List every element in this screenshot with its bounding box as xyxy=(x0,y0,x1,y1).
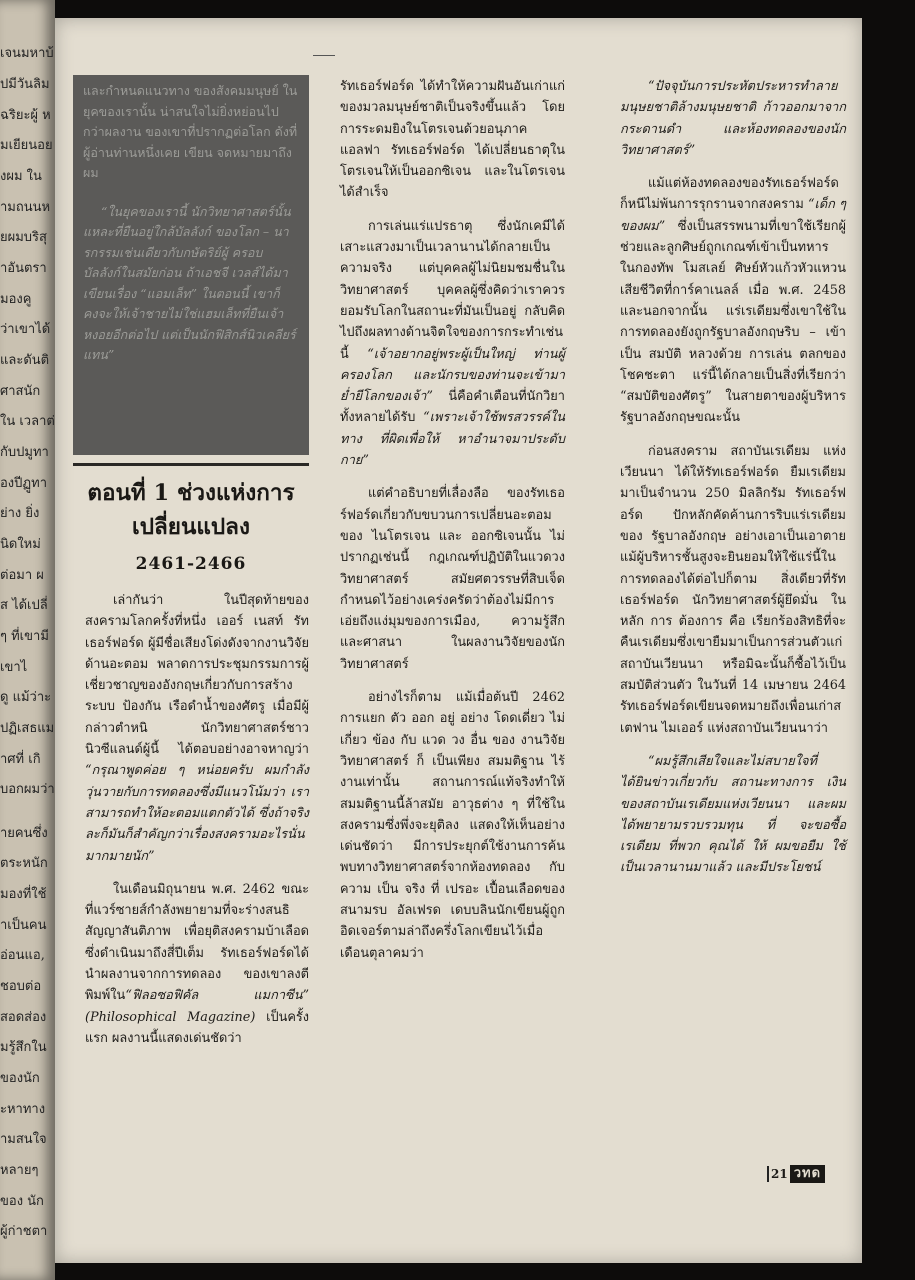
facing-page-line: ส ได้เปลี่ xyxy=(0,598,48,613)
column-3 xyxy=(620,76,846,879)
magazine-logo: วทด xyxy=(790,1165,825,1183)
headline-line-1: ตอนที่ 1 ช่วงแห่งการ xyxy=(87,480,295,506)
facing-page-line: ปฏิเสธแม xyxy=(0,721,55,736)
facing-page-line: ใน เวลาต่ xyxy=(0,414,55,429)
paragraph-text: นี่คือคำเตือนที่นักวิยาทั้งหลายได้รับ xyxy=(340,389,565,426)
facing-page-line: ย่าง ยิ่ง xyxy=(0,506,40,521)
paragraph-text: แม้แต่ห้องทดลองของรัทเธอร์ฟอร์ด ก็หนีไม่พ้นการรุกรานจากสงคราม xyxy=(620,176,839,213)
facing-page-line: ะหาทาง xyxy=(0,1102,46,1117)
facing-page-line: กับปมูทา xyxy=(0,445,49,460)
facing-page-line: ชอบต่อ xyxy=(0,979,42,994)
facing-page-line: เจนมหาบ้ xyxy=(0,46,54,61)
magazine-title: “ฟิลอซอฟิคัล แมกาซีน” xyxy=(125,988,309,1004)
paragraph-text: การเล่นแร่แปรธาตุ ซึ่งนักเคมีได้เสาะแสวงมาเป็นเวลานานได้กลายเป็นความจริง แต่บุคคลผู้ไม่นิยมชมชื่นในวิทยาศาสตร์ บุคคลผู้ซึ่งคิดว่าเราควรยอมรับโลกในสถานะที่มันเป็นอยู่ กลับคิดไปถึงผลทางด้านจิตใจของการกระทำเช่นนี้ xyxy=(340,218,565,362)
facing-page-line: าเป็นคน xyxy=(0,918,47,933)
magazine-title-en: (Philosophical Magazine) xyxy=(85,1009,256,1025)
facing-page-line: ต่อมา ผ xyxy=(0,568,44,583)
facing-page-line: องปีฏูทา xyxy=(0,476,48,491)
my-boys-quote: “เด็ก ๆ ของผม” xyxy=(620,197,846,234)
facing-page-line: ฉริยะผู้ ห xyxy=(0,108,51,123)
facing-page-line: บอกผมว่า xyxy=(0,782,55,797)
paragraph: อย่างไรก็ตาม แม้เมื่อต้นปี 2462 การแยก ตัว ออก อยู่ อย่าง โดดเดี่ยว ไม่เกี่ยว ข้อง กับ แวด วง อื่น ของ งานวิจัยวิทยาศาสตร์ ก็ เป็นเพียง สมมติฐาน ไร้งานเท่านั้น สถานการณ์แท้จริงทำให้สมมติฐานนี้ล้าสมัย อาวุธต่าง ๆ ที่ใช้ในสงครามซึ่งพึ่งจะยุติลง แสดงให้เห็นอย่างเด่นชัดว่า มีการประยุกต์ใช้งานการค้นพบทางวิทยาศาสตร์จากห้องทดลอง กับ ความ เป็น จริง ที่ เปรอะ เปื้อนเลือดของสนามรบ อัลเฟรด เดบบลินนักเขียนผู้ถูกอิดเจอร์ตามล่าถึงครึ่งโลกเขียนไว้เมื่อเดือนตุลาคมว่า xyxy=(340,690,565,961)
facing-page-line: ๆ ที่เขามี xyxy=(0,629,49,644)
column-2 xyxy=(340,76,565,964)
facing-page-line: ของ นัก xyxy=(0,1194,44,1209)
facing-page-line: ศาสนัก xyxy=(0,384,41,399)
doeblin-quote: “ปัจจุบันการประหัตประหารทำลายมนุษยชาติล้างมนุษยชาติ ก้าวออกมาจากกระดานดำ และห้องทดลองของนักวิทยาศาสตร์” xyxy=(620,79,846,158)
facing-page-line: าอันตรา xyxy=(0,261,47,276)
pull-quote-text: “ในยุคของเรานี้ นักวิทยาศาสตร์นั้นแหละที่ยืนอยู่ใกล้บัลลังก์ ของโลก – นารกรรมเช่นเดียวกับกษัตริย์ผู้ ครอบบัลลังก์ในสมัยก่อน ถ้าเอชจี เวลส์ได้มาเขียนเรื่อง “แอมเล็ท” ในตอนนี้ เขาก็คงจะให้เจ้าชายไม่ใช่แฮมเล็ทที่ยืนเจ้าหงอยอีกต่อไป แต่เป็นนักฟิสิกส์นิวเคลียร์แทน” xyxy=(83,203,296,362)
column-1 xyxy=(85,590,309,1049)
chapter-headline xyxy=(73,476,309,544)
facing-page-line: ของนัก xyxy=(0,1071,40,1086)
pull-quote-box xyxy=(73,75,309,455)
page-number: 21 xyxy=(771,1167,788,1181)
facing-page-line: เขาไ xyxy=(0,660,28,675)
facing-page-line: ายคนซึ่ง xyxy=(0,826,48,841)
pull-quote-intro: และกำหนดแนวทาง ของสังคมมนุษย์ ในยุคของเรานั้น น่าสนใจไม่ยิ่งหย่อนไปกว่าผลงาน ของเขาที่ปรากฏต่อโลก ดังที่ผู้อ่านท่านหนึ่งเคย เขียน จดหมายมาถึงผม xyxy=(83,83,298,180)
letter-quote: “ผมรู้สึกเสียใจและไม่สบายใจที่ได้ยินข่าวเกี่ยวกับ สถานะทางการ เงินของสถาบันเรเดียมแห่งเวียนนา และผมได้พยายามรวบรวมทุน ที่ จะขอซื้อเรเดียม ที่พวก คุณได้ ให้ ผมขอยืม ใช้เป็นเวลานานมาแล้ว และมีประโยชน์ xyxy=(620,753,846,876)
facing-page-line: ว่าเขาได้ xyxy=(0,322,51,337)
facing-page-line: มรู้สึกใน xyxy=(0,1040,47,1055)
paragraph-text: เล่ากันว่า ในปีสุดท้ายของสงครามโลกครั้งที่หนึ่ง เออร์ เนสท์ รัทเธอร์ฟอร์ด ผู้มีชื่อเสียงโด่งดังจากงานวิจัยด้านอะตอม พลาดการประชุมกรรมการผู้เชี่ยวชาญของอังกฤษเกี่ยวกับการสร้าง ระบบ ป้องกัน เรือดำน้ำของศัตรู เมื่อมีผู้กล่าวตำหนิ นักวิทยาศาสตร์ชาวนิวซีแลนด์ผู้นี้ ได้ตอบอย่างอาจหาญว่า xyxy=(85,593,309,758)
facing-page-line: ามสนใจ xyxy=(0,1132,47,1147)
previous-page-edge xyxy=(0,0,55,1280)
warning-quote-2: “เพราะเจ้าใช้พรสวรรค์ในทาง ที่ผิดเพื่อให้ หาอำนาจมาประดับกาย” xyxy=(340,410,565,469)
facing-page-line: ผู้ก่าชตา xyxy=(0,1224,48,1239)
facing-page-line: อ่อนแอ, xyxy=(0,948,45,963)
facing-page-line: ตระหนัก xyxy=(0,856,48,871)
paragraph-text: ซึ่งเป็นสรรพนามที่เขาใช้เรียกผู้ช่วยและลูกศิษย์ถูกเกณฑ์เข้าเป็นทหาร ในกองทัพ โมสเลย์ ศิษย์หัวแก้วหัวแหวน เสียชีวิตที่การ์คาเนลล์ เมื่อ พ.ศ. 2458 และนอกจากนั้น แร่เรเดียมซึ่งเขาใช้ในการทดลองยังถูกรัฐบาลอังกฤษริบ – เข้าเป็น สมบัติ หลวงด้วย การเล่น ตลกของโชคชะตา แร่นี้ได้กลายเป็นสิ่งที่เรียกว่า “สมบัติของศัตรู” ในสายตาของผู้บริหารรัฐบาลอังกฤษขณะนั้น xyxy=(620,218,846,426)
divider-bar xyxy=(767,1166,769,1182)
paragraph: ก่อนสงคราม สถาบันเรเดียม แห่งเวียนนา ได้ให้รัทเธอร์ฟอร์ด ยืมเรเดียมมาเป็นจำนวน 250 มิลลิกรัม รัทเธอร์ฟอร์ด ปักหลักคัดค้านการริบแร่เรเดียม ของ รัฐบาลอังกฤษ อย่างเอาเป็นเอาตาย แม้ผู้บริหารชั้นสูงจะยินยอมให้ใช้แร่นี้ในการทดลองได้ต่อไปก็ตาม สิ่งเดียวที่รัทเธอร์ฟอร์ด นักวิทยาศาสตร์ผู้ยึดมั่น ใน หลัก การ ต้องการ คือ เรียกร้องสิทธิที่จะคืนเรเดียมซึ่งเขายืมมาเป็นการส่วนตัวแก่สถาบันเวียนนา หรือมิฉะนั้นก็ซื้อไว้เป็นสมบัติส่วนตัว ในวันที่ 14 เมษายน 2464 รัทเธอร์ฟอร์ดเขียนจดหมายถึงเพื่อนเก่าสเตฟาน ไมเออร์ แห่งสถาบันเวียนนาว่า xyxy=(620,443,846,736)
facing-page-line: มเยียนอย xyxy=(0,138,53,153)
chapter-years: 2461-2466 xyxy=(135,554,247,574)
page-number-badge xyxy=(767,1164,825,1184)
facing-page-line: ามถนนห xyxy=(0,200,51,215)
facing-page-line: และดันติ xyxy=(0,353,50,368)
top-dash xyxy=(313,55,335,56)
magazine-page xyxy=(55,18,862,1263)
paragraph: รัทเธอร์ฟอร์ด ได้ทำให้ความฝันอันเก่าแก่ของมวลมนุษย์ชาติเป็นจริงขึ้นแล้ว โดยการระดมยิงในโตรเจนด้วยอนุภาคแอลฟา รัทเธอร์ฟอร์ด ได้เปลี่ยนธาตุในโตรเจนให้เป็นออกซิเจน และในโตรเจนได้สำเร็จ xyxy=(340,79,565,201)
facing-page-line: ปมีวันลิม xyxy=(0,77,50,92)
facing-page-line: หลายๆ xyxy=(0,1163,39,1178)
paragraph xyxy=(85,590,309,867)
paragraph-text: เป็นครั้งแรก ผลงานนี้แสดงเด่นชัดว่า xyxy=(85,1009,309,1046)
facing-page-line: สอดส่อง xyxy=(0,1010,47,1025)
headline-line-2: เปลี่ยนแปลง xyxy=(132,514,250,540)
paragraph-text: ในเดือนมิถุนายน พ.ศ. 2462 ขณะที่แวร์ซายส์กำลังพยายามที่จะร่างสนธิสัญญาสันติภาพ เพื่อยุติสงครามบ้าเลือดซึ่งดำเนินมาถึงสี่ปีเต็ม รัทเธอร์ฟอร์ดได้นำผลงานจากการทดลอง ของเขาลงตีพิมพ์ใน xyxy=(85,881,309,1004)
rutherford-quote: “กรุณาพูดค่อย ๆ หน่อยครับ ผมกำลังวุ่นวายกับการทดลองซึ่งมีแนวโน้มว่า เราสามารถทำให้อะตอมแตกตัวได้ ซึ่งถ้าจริงละก็มันก็สำคัญกว่าเรื่องสงครามอะไรนั่นมากมายนัก” xyxy=(85,763,309,864)
facing-page-line: มองคู xyxy=(0,292,32,307)
facing-page-line: ยผมบริสุ xyxy=(0,230,47,245)
facing-page-line: งผม ใน xyxy=(0,169,42,184)
paragraph: แต่คำอธิบายที่เลื่องลือ ของรัทเธอร์ฟอร์ดเกี่ยวกับขบวนการเปลี่ยนอะตอม ของ ไนโตรเจน และ ออกซิเจนนั้น ไม่ปรากฏเช่นนี้ กฎเกณฑ์ปฏิบัติในแวดวงวิทยาศาสตร์ สมัยศตวรรษที่สิบเจ็ด กำหนดไว้อย่างเคร่งครัดว่าต้องไม่มีการเอ่ยถึงแง่มุมของการเมือง, ความรู้สึก และศาสนา ในผลงานวิจัยของนักวิทยาศาสตร์ xyxy=(340,486,565,672)
warning-quote: “เจ้าอยากอยู่พระผู้เป็นใหญ่ ท่านผู้ครองโลก และนักรบของท่านจะเข้ามาย่ำยีโลกของเจ้า” xyxy=(340,346,565,405)
headline-rule xyxy=(73,463,309,466)
facing-page-line: าศที่ เกิ xyxy=(0,752,41,767)
paragraph xyxy=(85,879,309,1049)
facing-page-line: ดู แม้ว่าะ xyxy=(0,690,52,705)
facing-page-line: มองที่ใช้ xyxy=(0,887,47,902)
paragraph xyxy=(340,216,565,472)
facing-page-line: นิดใหม่ xyxy=(0,537,41,552)
paragraph xyxy=(620,173,846,429)
